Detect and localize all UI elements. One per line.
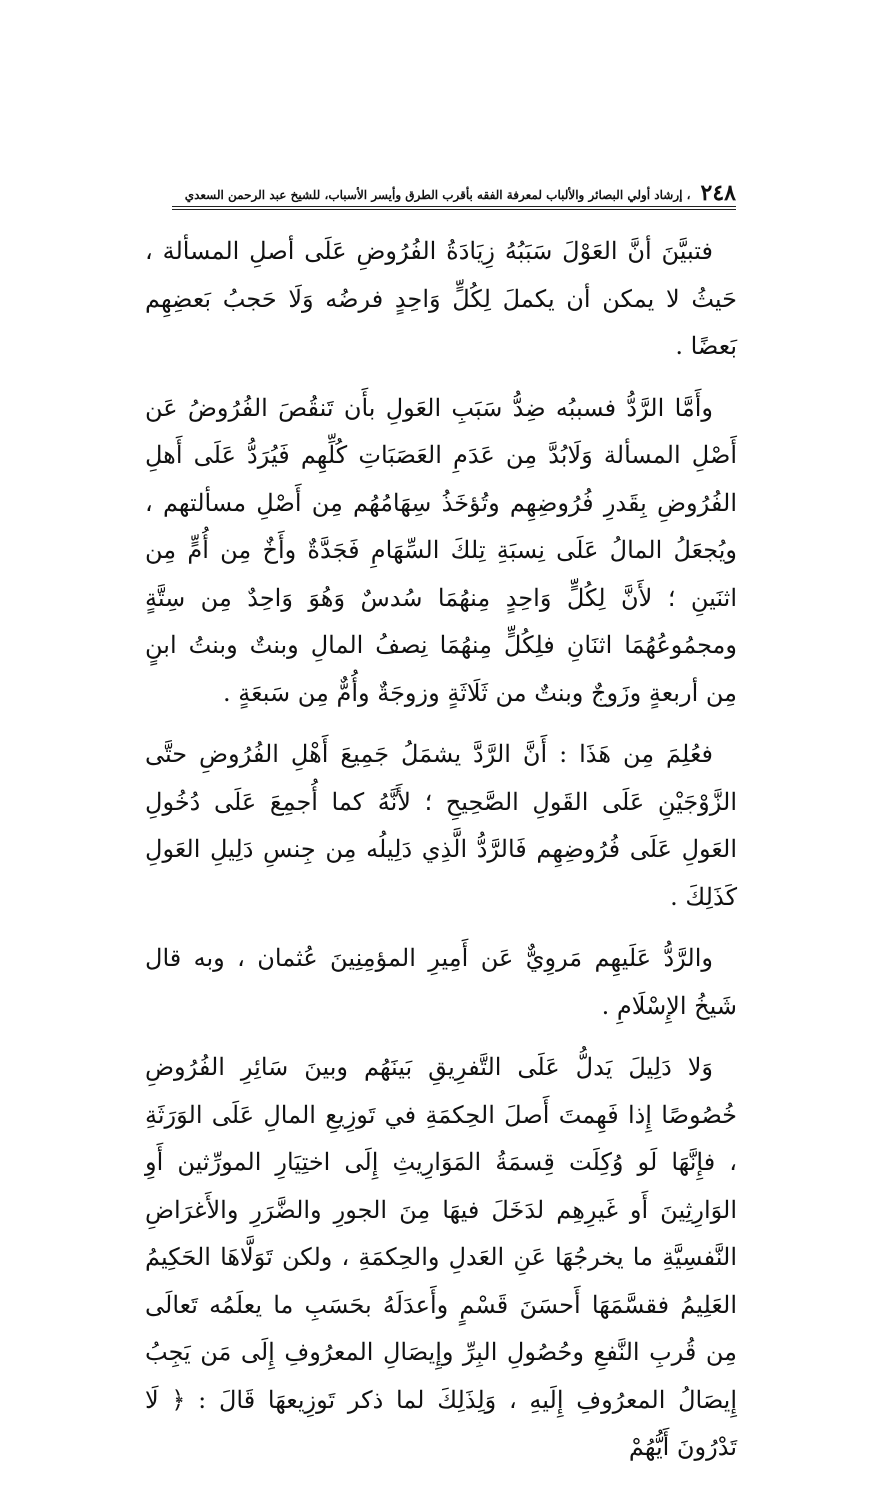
- paragraph-4: والرَّدُّ عَلَيهِم مَروِيٌّ عَن أَمِيرِ المؤمِنِينَ عُثمان ، وبه قال شَيخُ الإِسْلَامِ .: [145, 944, 737, 1020]
- paragraph-5: وَلا دَلِيلَ يَدلُّ عَلَى التَّفرِيقِ بَينَهُم وبينَ سَائِرِ الفُرُوضِ خُصُوصًا إِذا فَهِمتَ أَصلَ الحِكمَةِ في تَوزِيعِ المالِ عَلَى الوَرَثَةِ ، فإِنَّهَا لَو وُكِلَت قِسمَةُ المَوَارِيثِ إِلَى اختِيَارِ المورِّثين أَوِ الوَارِثِينَ أَو غَيرِهِم لدَخَلَ فيهَا مِنَ الجورِ والضَّرَرِ والأَغرَاضِ النَّفسِيَّةِ ما يخرجُهَا عَنِ العَدلِ والحِكمَةِ ، ولكن تَوَلَّاهَا الحَكِيمُ العَلِيمُ فقسَّمَهَا أَحسَنَ قَسْمٍ وأَعدَلَهُ بحَسَبِ ما يعلَمُه تَعالَى مِن قُربِ النَّفعِ وحُصُولِ البِرِّ وإِيصَالِ المعرُوفِ إِلَى مَن يَجِبُ إِيصَالُ المعرُوفِ إِلَيهِ ، وَلِذَلِكَ لما ذكر تَوزِيعهَا قَالَ : ﴿ لَا تَدْرُونَ أَيُّهُمْ: [145, 1053, 737, 1461]
- paragraph-1: فتبيَّنَ أنَّ العَوْلَ سَبَبُهُ زِيَادَةُ الفُرُوضِ عَلَى أصلِ المسألة ، حَيثُ لا يمكن أن يكملَ لِكُلٍّ وَاحِدٍ فرضُه وَلَا حَجبُ بَعضِهِم بَعضًا .: [145, 237, 737, 360]
- page-number: ٢٤٨: [700, 180, 736, 206]
- header-rule-secondary: [172, 209, 736, 210]
- paragraph-2: وأَمَّا الرَّدُّ فسببُه ضِدُّ سَبَبِ العَولِ بأَن تَنقُصَ الفُرُوضُ عَن أَصْلِ المسألة وَلَابُدَّ مِن عَدَمِ العَصَبَاتِ كُلِّهِم فَيُرَدُّ عَلَى أَهلِ الفُرُوضِ بِقَدرِ فُرُوضِهِم وتُؤخَذُ سِهَامُهُم مِن أَصْلِ مسألتهم ، ويُجعَلُ المالُ عَلَى نِسبَةِ تِلكَ السِّهَامِ فَجَدَّةٌ وأَخٌ مِن أُمٍّ مِن اثنَينِ ؛ لأَنَّ لِكُلٍّ وَاحِدٍ مِنهُمَا سُدسٌ وَهُوَ وَاحِدٌ مِن سِتَّةٍ ومجمُوعُهُمَا اثنَانِ فلِكُلٍّ مِنهُمَا نِصفُ المالِ وبنتٌ وبنتُ ابنٍ مِن أربعةٍ وزَوجٌ وبنتٌ من ثَلَاثَةٍ وزوجَةٌ وأُمٌّ مِن سَبعَةٍ .: [145, 393, 738, 707]
- running-title: ، إرشاد أولي البصائر والألباب لمعرفة الفقه بأقرب الطرق وأيسر الأسباب، للشيخ عبد الرحمن السعدي: [184, 188, 691, 202]
- page-header: [172, 180, 736, 204]
- paragraph-3: فعُلِمَ مِن هَذَا : أَنَّ الرَّدَّ يشمَلُ جَمِيعَ أَهْلِ الفُرُوضِ حتَّى الزَّوْجَيْنِ عَلَى القَولِ الصَّحِيحِ ؛ لأَنَّهُ كما أُجمِعَ عَلَى دُخُولِ العَولِ عَلَى فُرُوضِهِم فَالرَّدُّ الَّذِي دَلِيلُه مِن جِنسِ دَلِيلِ العَولِ كَذَلِكَ .: [145, 740, 737, 911]
- page-body: [145, 228, 737, 1486]
- header-rule: [172, 206, 736, 207]
